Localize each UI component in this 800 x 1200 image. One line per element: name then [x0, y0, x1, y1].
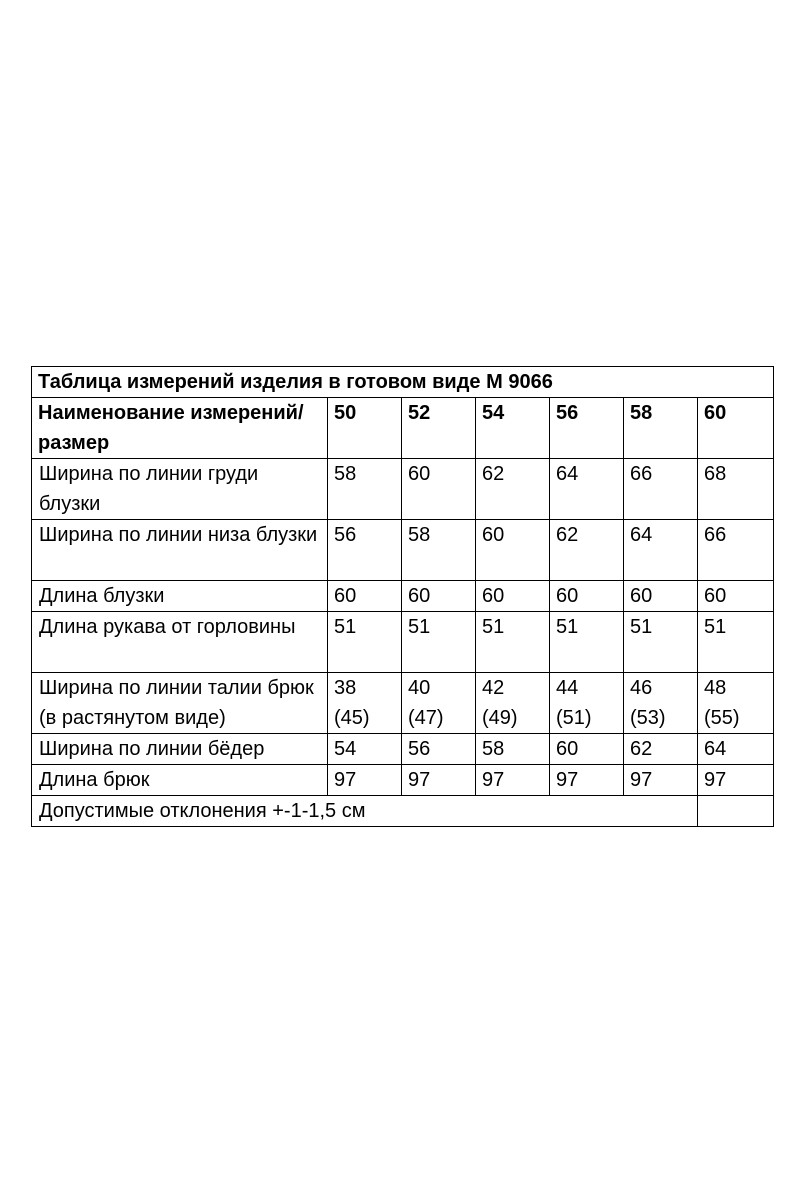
- row-value: 64: [550, 459, 624, 520]
- empty-cell: [698, 796, 774, 827]
- row-value: 97: [550, 765, 624, 796]
- row-value: 38 (45): [328, 673, 402, 734]
- row-value: 44 (51): [550, 673, 624, 734]
- row-name: Ширина по линии талии брюк (в растянутом виде): [32, 673, 328, 734]
- row-value: 60: [476, 520, 550, 581]
- row-value: 60: [550, 581, 624, 612]
- row-value: 51: [328, 612, 402, 673]
- table-row: [32, 612, 774, 673]
- row-value: 40 (47): [402, 673, 476, 734]
- table-row: [32, 581, 774, 612]
- row-value: 51: [624, 612, 698, 673]
- row-value: 60: [328, 581, 402, 612]
- header-name: Наименование измерений/размер: [32, 398, 328, 459]
- row-value: 60: [624, 581, 698, 612]
- row-value: 66: [698, 520, 774, 581]
- row-value: 60: [402, 459, 476, 520]
- row-value: 42 (49): [476, 673, 550, 734]
- row-value: 56: [402, 734, 476, 765]
- row-value: 51: [402, 612, 476, 673]
- row-value: 64: [698, 734, 774, 765]
- header-size: 56: [550, 398, 624, 459]
- row-value: 97: [476, 765, 550, 796]
- measurement-table: [31, 366, 774, 827]
- row-name: Ширина по линии бёдер: [32, 734, 328, 765]
- row-name: Длина брюк: [32, 765, 328, 796]
- header-size: 60: [698, 398, 774, 459]
- row-value: 54: [328, 734, 402, 765]
- row-value: 97: [698, 765, 774, 796]
- row-value: 58: [328, 459, 402, 520]
- row-value: 60: [550, 734, 624, 765]
- row-value: 68: [698, 459, 774, 520]
- header-size: 50: [328, 398, 402, 459]
- row-value: 62: [624, 734, 698, 765]
- row-value: 56: [328, 520, 402, 581]
- row-name: Ширина по линии груди блузки: [32, 459, 328, 520]
- table-title: Таблица измерений изделия в готовом виде М 9066: [32, 367, 774, 398]
- table-footer-row: [32, 796, 774, 827]
- row-value: 46 (53): [624, 673, 698, 734]
- table-row: [32, 673, 774, 734]
- row-value: 51: [698, 612, 774, 673]
- row-value: 60: [402, 581, 476, 612]
- row-value: 66: [624, 459, 698, 520]
- header-size: 58: [624, 398, 698, 459]
- row-value: 62: [476, 459, 550, 520]
- table-header-row: [32, 398, 774, 459]
- row-value: 58: [402, 520, 476, 581]
- row-value: 60: [476, 581, 550, 612]
- row-value: 51: [476, 612, 550, 673]
- row-name: Длина блузки: [32, 581, 328, 612]
- row-value: 97: [328, 765, 402, 796]
- row-value: 48 (55): [698, 673, 774, 734]
- table-row: [32, 459, 774, 520]
- row-value: 51: [550, 612, 624, 673]
- row-value: 64: [624, 520, 698, 581]
- row-name: Длина рукава от горловины: [32, 612, 328, 673]
- table-row: [32, 520, 774, 581]
- table-row: [32, 765, 774, 796]
- header-size: 52: [402, 398, 476, 459]
- row-name: Ширина по линии низа блузки: [32, 520, 328, 581]
- row-value: 58: [476, 734, 550, 765]
- tolerance-note: Допустимые отклонения +-1-1,5 см: [32, 796, 698, 827]
- row-value: 60: [698, 581, 774, 612]
- header-size: 54: [476, 398, 550, 459]
- row-value: 97: [624, 765, 698, 796]
- table-title-row: [32, 367, 774, 398]
- row-value: 62: [550, 520, 624, 581]
- row-value: 97: [402, 765, 476, 796]
- table-row: [32, 734, 774, 765]
